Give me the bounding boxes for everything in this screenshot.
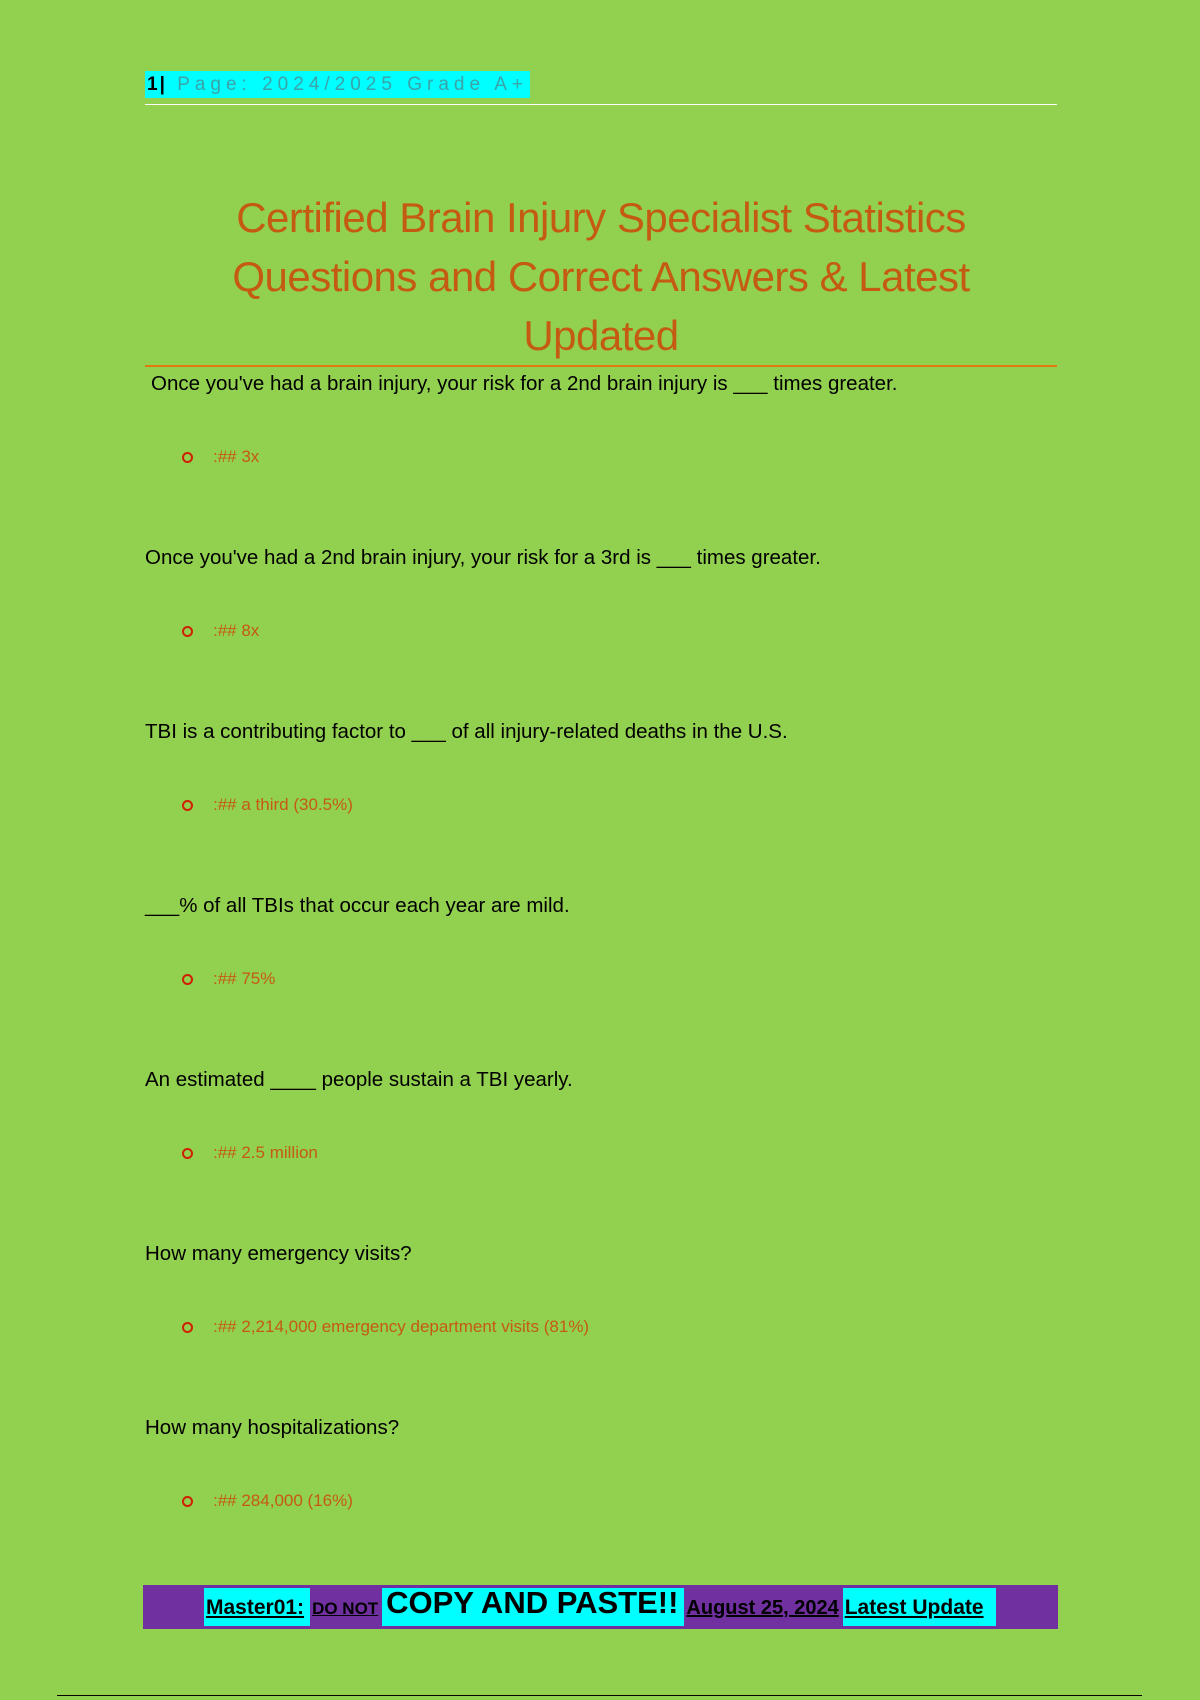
answer-item: [182, 793, 353, 817]
title-line-2: Questions and Correct Answers & Latest: [232, 253, 970, 300]
page-header: [145, 70, 1057, 105]
title-line-3: Updated: [523, 312, 679, 359]
question-text: Once you've had a 2nd brain injury, your risk for a 3rd is ___ times greater.: [145, 546, 821, 569]
question-text: How many hospitalizations?: [145, 1416, 400, 1439]
footer-master: Master01:: [204, 1588, 310, 1626]
title-line-1: Certified Brain Injury Specialist Statistics: [236, 194, 966, 241]
qa-item: [145, 1414, 1075, 1510]
bullet-icon: [182, 974, 193, 985]
question-text: Once you've had a brain injury, your risk for a 2nd brain injury is ___ times greater.: [151, 372, 898, 395]
answer-item: [182, 619, 259, 643]
footer-latest-update: Latest Update: [843, 1588, 996, 1626]
answer-item: [182, 967, 275, 991]
question-text: ___% of all TBIs that occur each year are mild.: [145, 894, 570, 917]
qa-item: [145, 1066, 1075, 1162]
answer-text: :## 8x: [213, 621, 260, 640]
header-separator: |: [159, 74, 167, 95]
answer-text: :## 2.5 million: [213, 1143, 318, 1162]
bullet-icon: [182, 452, 193, 463]
bullet-icon: [182, 626, 193, 637]
qa-item: [145, 892, 1075, 988]
answer-item: [182, 1315, 589, 1339]
answer-text: :## 284,000 (16%): [213, 1491, 353, 1510]
question-text: An estimated ____ people sustain a TBI yearly.: [145, 1068, 573, 1091]
bullet-icon: [182, 800, 193, 811]
title-divider: [145, 365, 1057, 367]
bottom-divider: [57, 1695, 1142, 1696]
footer-date: August 25, 2024: [684, 1588, 842, 1626]
bullet-icon: [182, 1322, 193, 1333]
answer-text: :## 75%: [213, 969, 276, 988]
answer-text: :## 3x: [213, 447, 260, 466]
qa-item: [151, 370, 1081, 466]
qa-item: [145, 718, 1075, 814]
header-label: Page: 2024/2025 Grade A+: [177, 74, 529, 95]
header-text: [145, 71, 530, 98]
question-text: TBI is a contributing factor to ___ of all injury-related deaths in the U.S.: [145, 720, 788, 743]
document-title: [145, 188, 1057, 365]
footer-banner: [143, 1585, 1058, 1629]
answer-item: [182, 445, 259, 469]
footer-do-not: DO NOT: [310, 1588, 382, 1626]
page-number: 1: [147, 74, 160, 95]
answer-text: :## a third (30.5%): [213, 795, 353, 814]
qa-item: [145, 1240, 1075, 1336]
footer-text-row: [204, 1585, 996, 1626]
answer-item: [182, 1489, 353, 1513]
question-text: How many emergency visits?: [145, 1242, 412, 1265]
answer-item: [182, 1141, 318, 1165]
answer-text: :## 2,214,000 emergency department visits (81%): [213, 1317, 590, 1336]
bullet-icon: [182, 1496, 193, 1507]
bullet-icon: [182, 1148, 193, 1159]
footer-copy-warning: COPY AND PASTE!!: [382, 1588, 684, 1626]
qa-item: [145, 544, 1075, 640]
